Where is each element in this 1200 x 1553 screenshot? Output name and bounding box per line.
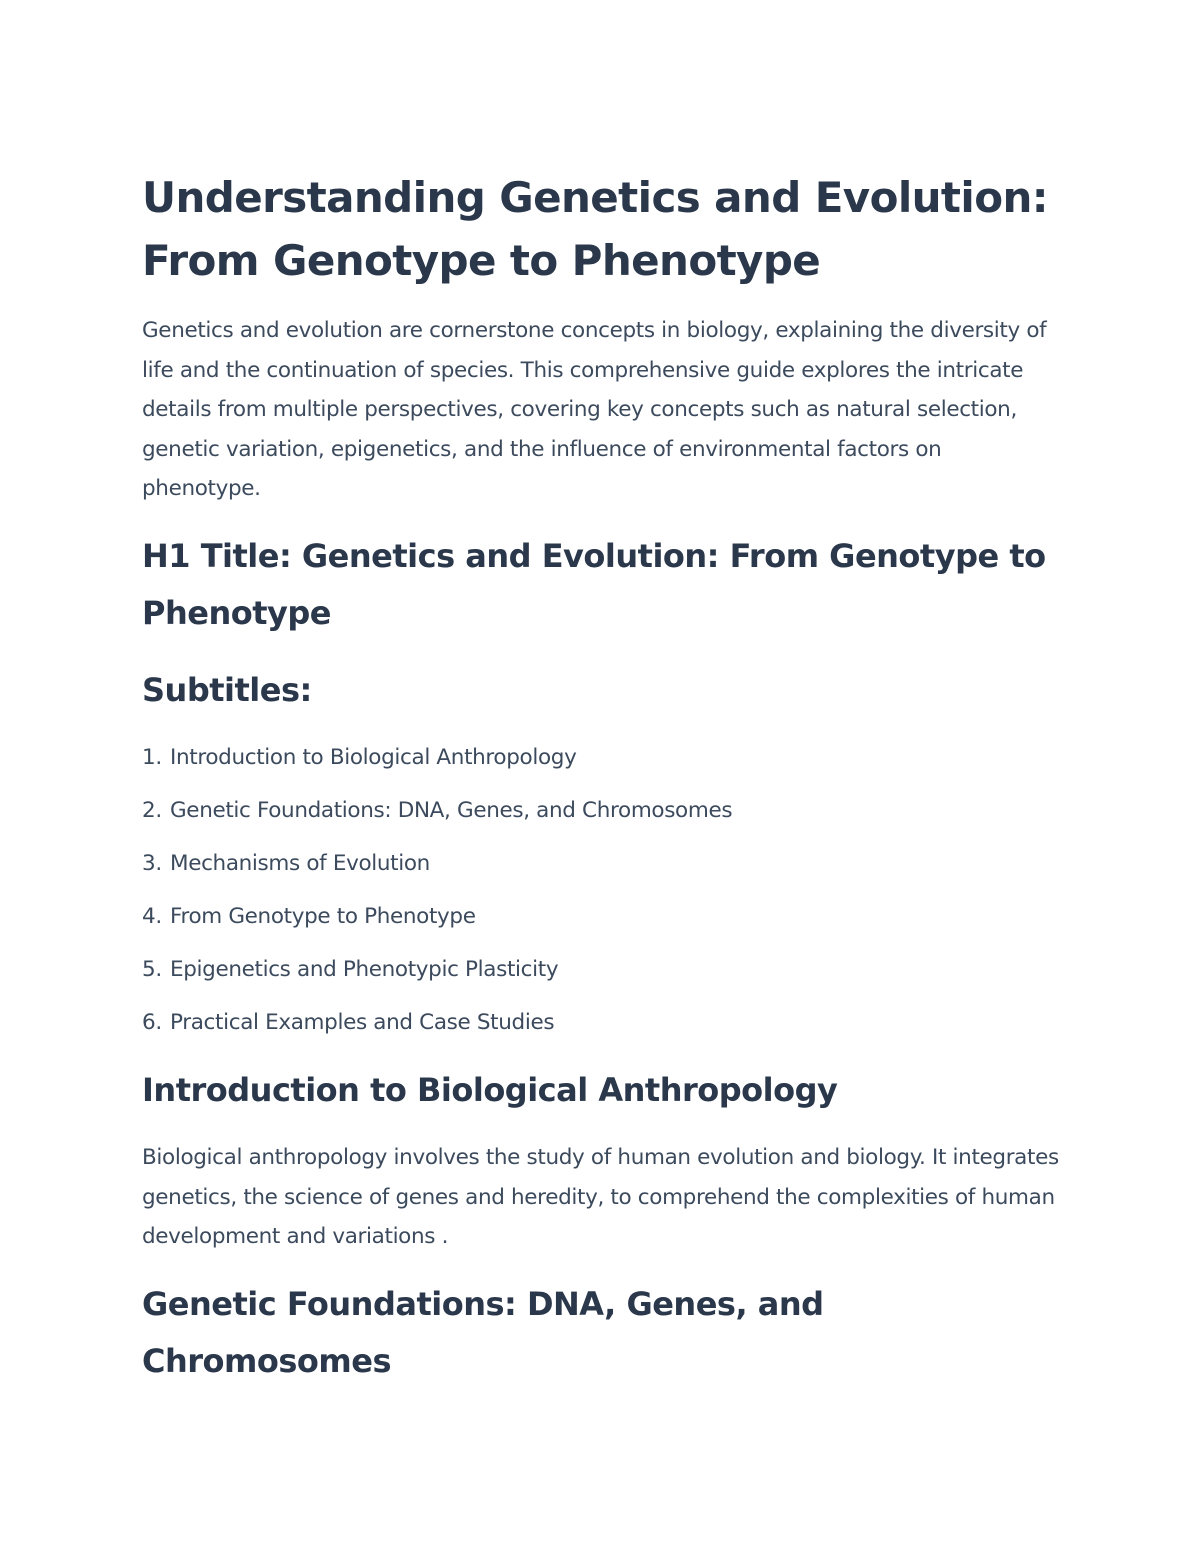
list-item <box>142 793 1062 846</box>
intro-paragraph: Genetics and evolution are cornerstone concepts in biology, explaining the diversity of life and the continuation of species. This comprehensive guide explores the intricate details from multiple perspectives, covering key concepts such as natural selection, genetic variation, epigenetics, and the influence of environmental factors on phenotype. <box>142 318 1047 502</box>
list-item-number: 3. <box>142 851 162 876</box>
list-item-number: 1. <box>142 745 162 770</box>
list-item <box>142 846 1062 899</box>
list-item-text: From Genotype to Phenotype <box>170 904 476 929</box>
list-item-number: 5. <box>142 957 162 982</box>
list-item-text: Practical Examples and Case Studies <box>170 1010 555 1035</box>
list-item <box>142 1005 1062 1058</box>
section-heading-genetic-foundations: Genetic Foundations: DNA, Genes, and Chromosomes <box>142 1285 824 1380</box>
list-item-text: Introduction to Biological Anthropology <box>170 745 577 770</box>
section-paragraph-introduction: Biological anthropology involves the study of human evolution and biology. It integrates genetics, the science of genes and heredity, to comprehend the complexities of human development and variations . <box>142 1145 1059 1250</box>
subtitles-heading: Subtitles: <box>142 671 312 709</box>
page-title: Understanding Genetics and Evolution: From Genotype to Phenotype <box>142 173 1048 285</box>
list-item-text: Epigenetics and Phenotypic Plasticity <box>170 957 559 982</box>
list-item-text: Mechanisms of Evolution <box>170 851 430 876</box>
list-item <box>142 952 1062 1005</box>
list-item-text: Genetic Foundations: DNA, Genes, and Chromosomes <box>170 798 733 823</box>
list-item-number: 2. <box>142 798 162 823</box>
h1-title-heading: H1 Title: Genetics and Evolution: From Genotype to Phenotype <box>142 537 1046 632</box>
list-item-number: 4. <box>142 904 162 929</box>
section-heading-introduction: Introduction to Biological Anthropology <box>142 1071 838 1109</box>
list-item <box>142 899 1062 952</box>
list-item <box>142 740 1062 793</box>
list-item-number: 6. <box>142 1010 162 1035</box>
subtitles-list <box>142 740 1062 1058</box>
